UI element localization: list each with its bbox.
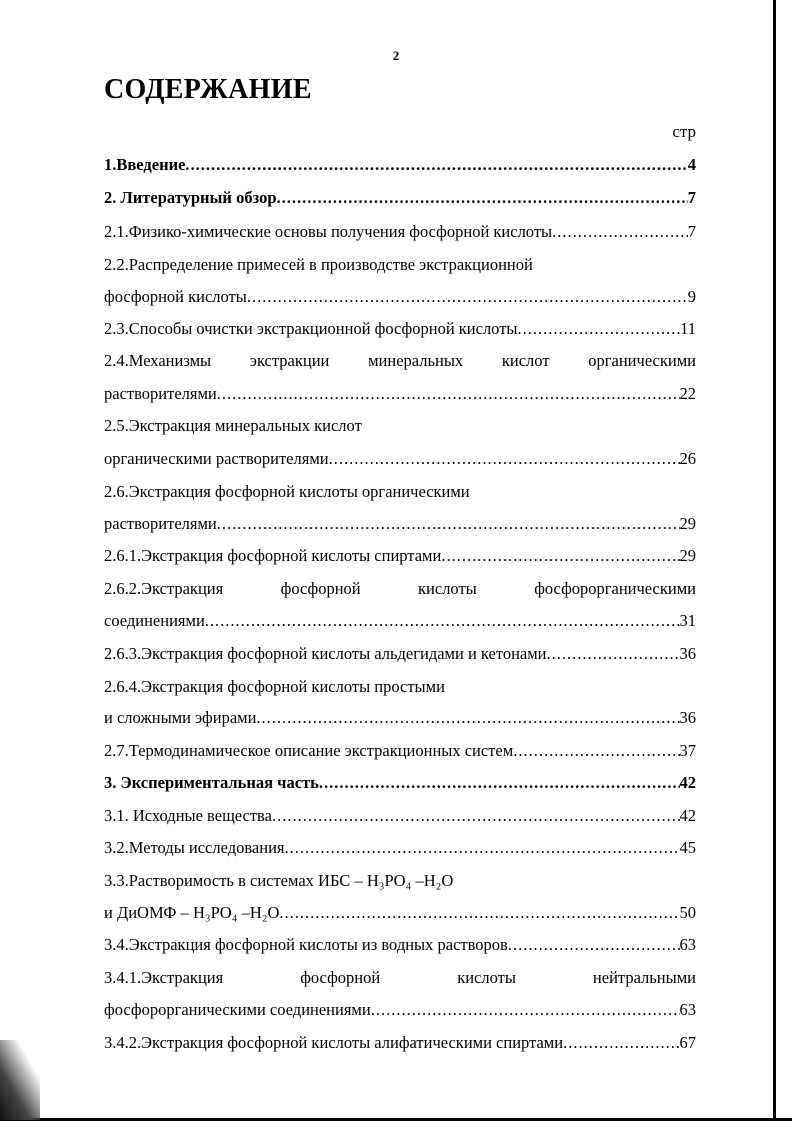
toc-entry-2-6-2-line1: 2.6.2.Экстракция фосфорной кислоты фосфорорганическими	[104, 579, 696, 598]
toc-entry-2-6-4-line1: 2.6.4.Экстракция фосфорной кислоты простыми	[104, 677, 445, 696]
toc-entry-intro: 1.Введение ..... 4	[104, 154, 696, 176]
page-number: 2	[392, 48, 400, 63]
toc-entry-2-1: 2.1.Физико-химические основы получения фосфорной кислоты ..... 7	[104, 221, 696, 243]
page-border-bottom	[0, 1118, 792, 1121]
toc-entry-3-4-2: 3.4.2.Экстракция фосфорной кислоты алифатическими спиртами ..... 67	[104, 1032, 696, 1054]
toc-entry-2-5-line1: 2.5.Экстракция минеральных кислот	[104, 416, 362, 435]
toc-entry-2-7: 2.7.Термодинамическое описание экстракционных систем ..... 37	[104, 740, 696, 762]
toc-entry-2-3: 2.3.Способы очистки экстракционной фосфорной кислоты ..... 11	[104, 318, 696, 340]
toc-entry-literature-review: 2. Литературный обзор ..... 7	[104, 187, 696, 209]
toc-entry-2-6-2: соединениями ..... 31	[104, 610, 696, 632]
scan-shadow	[0, 1040, 40, 1120]
toc-entry-experimental: 3. Экспериментальная часть ..... 42	[104, 772, 696, 794]
toc-entry-2-4: растворителями ..... 22	[104, 383, 696, 405]
toc-entry-2-2-line1: 2.2.Распределение примесей в производстве экстракционной	[104, 255, 533, 274]
page-column-label: стр	[672, 122, 696, 141]
toc-entry-3-4: 3.4.Экстракция фосфорной кислоты из водных растворов ..... 63	[104, 934, 696, 956]
toc-entry-2-4-line1: 2.4.Механизмы экстракции минеральных кислот органическими	[104, 351, 696, 370]
toc-entry-3-3-line1: 3.3.Растворимость в системах ИБС – H₃PO₄ –H₂O	[104, 871, 454, 890]
toc-entry-2-6-4: и сложными эфирами ..... 36	[104, 707, 696, 729]
toc-entry-2-6-line1: 2.6.Экстракция фосфорной кислоты органическими	[104, 482, 470, 501]
toc-entry-2-6-3: 2.6.3.Экстракция фосфорной кислоты альдегидами и кетонами ..... 36	[104, 643, 696, 665]
toc-entry-3-1: 3.1. Исходные вещества ..... 42	[104, 805, 696, 827]
toc-entry-3-4-1-line1: 3.4.1.Экстракция фосфорной кислоты нейтральными	[104, 968, 696, 987]
toc-entry-2-2: фосфорной кислоты ..... 9	[104, 286, 696, 308]
page-title: СОДЕРЖАНИЕ	[104, 74, 312, 105]
toc-entry-3-2: 3.2.Методы исследования ..... 45	[104, 837, 696, 859]
toc-entry-2-6: растворителями ..... 29	[104, 513, 696, 535]
toc-entry-2-6-1: 2.6.1.Экстракция фосфорной кислоты спиртами ..... 29	[104, 545, 696, 567]
toc-entry-2-5: органическими растворителями ..... 26	[104, 448, 696, 470]
page-border-right	[773, 0, 776, 1118]
toc-entry-3-4-1: фосфорорганическими соединениями ..... 63	[104, 999, 696, 1021]
toc-entry-3-3: и ДиОМФ – H₃PO₄ –H₂O ..... 50	[104, 902, 696, 924]
